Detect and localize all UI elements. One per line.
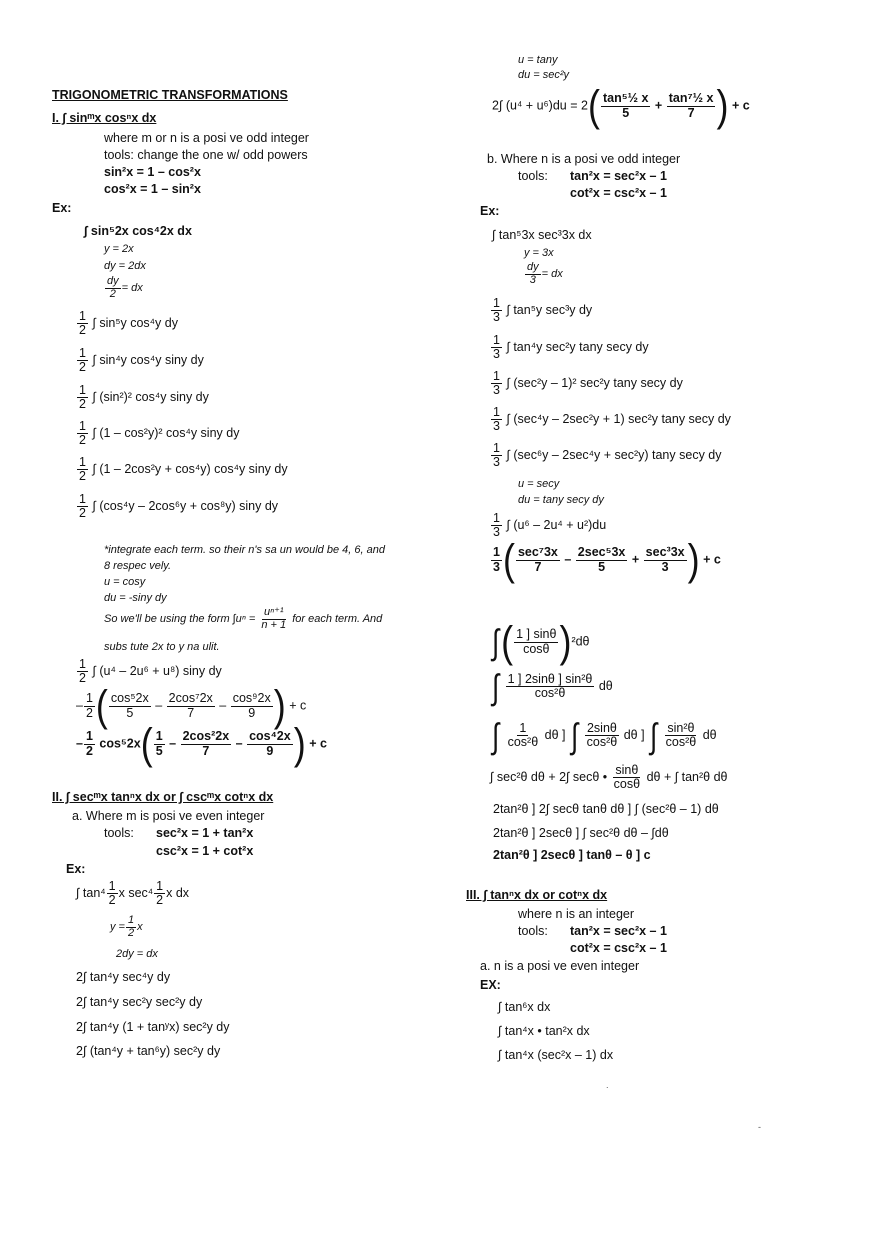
paren-open: (	[95, 680, 108, 730]
frac-den: 2	[85, 743, 93, 758]
frac-num: 1	[79, 657, 86, 671]
step-line	[490, 334, 649, 361]
frac-den: cos²θ	[507, 735, 539, 750]
section-3-heading: III. ∫ tanⁿx dx or cotⁿx dx	[466, 888, 608, 902]
substitution: dy = 2dx	[104, 260, 146, 272]
frac-num: 1	[493, 405, 500, 419]
example-step: ∫ tan⁴x (sec²x – 1) dx	[498, 1048, 614, 1062]
result-line	[492, 80, 750, 130]
step-expression: ∫ (sec²y – 1)² sec²y tany secy dy	[506, 375, 683, 390]
sub-rest: = dx	[121, 281, 143, 294]
case-b: b. Where n is a posi ve odd integer	[487, 152, 681, 166]
theta-step	[490, 616, 590, 666]
frac-num: 1	[79, 383, 86, 397]
frac-den: 2	[108, 893, 116, 908]
example-integral: ∫ sin⁵2x cos⁴2x dx	[84, 224, 192, 238]
tail: ²dθ	[571, 634, 590, 649]
section-1-heading: I. ∫ sinᵐx cosⁿx dx	[52, 111, 157, 125]
example-label: Ex:	[52, 201, 72, 215]
frac-num: 1	[519, 721, 527, 735]
frac-num: sec³3x	[645, 545, 685, 560]
step-expression: ∫ sec²θ dθ + 2∫ secθ •	[490, 769, 608, 784]
frac-num: 1	[493, 545, 500, 560]
paren-close: )	[687, 534, 700, 584]
step-line: 2∫ tan⁴y (1 + tanʸx) sec²y dy	[76, 1020, 230, 1034]
tail: dθ ]	[544, 727, 566, 742]
frac-num: 1	[493, 369, 500, 383]
plus-sign: +	[631, 552, 640, 567]
frac-den: 5	[126, 705, 134, 720]
frac-num: sinθ	[615, 763, 639, 777]
frac-den: 2	[79, 506, 86, 521]
result-left: 2∫ (u⁴ + u⁶)du = 2	[492, 98, 588, 113]
tool-identity: sec²x = 1 + tan²x	[156, 826, 254, 840]
step-line	[490, 297, 592, 324]
paren-close: )	[716, 80, 729, 130]
section-2-heading: II. ∫ secᵐx tanⁿx dx or ∫ cscᵐx cotⁿx dx	[52, 790, 274, 804]
theta-answer: 2tan²θ ] 2secθ ] tanθ – θ ] c	[493, 848, 651, 862]
frac-num: 1	[155, 729, 163, 744]
step-line	[490, 370, 683, 397]
frac-num: dy	[527, 261, 539, 273]
final-answer	[76, 718, 327, 768]
step-line	[76, 420, 239, 447]
section-3-desc: where n is an integer	[518, 907, 635, 921]
frac-den: 2	[85, 705, 93, 720]
paren-open: (	[140, 718, 153, 768]
theta-step	[490, 715, 717, 756]
example-label: EX:	[480, 978, 501, 992]
frac-num: cos⁹2x	[232, 691, 271, 706]
example-integral	[76, 880, 189, 907]
frac-num: 1	[79, 346, 86, 360]
step-expression: ∫ sin⁴y cos⁴y siny dy	[92, 352, 204, 367]
paren-close: )	[273, 680, 286, 730]
step-line	[76, 493, 278, 520]
frac-den: 3	[493, 419, 500, 434]
frac-num: uⁿ⁺¹	[263, 606, 284, 618]
minus-sign: –	[235, 736, 243, 751]
tools-label: tools:	[104, 826, 134, 840]
tail: dθ	[598, 678, 613, 693]
frac-den: 9	[248, 705, 256, 720]
step-line	[76, 456, 288, 483]
tool-identity: cot²x = csc²x – 1	[570, 941, 667, 955]
paren-close: )	[559, 616, 572, 666]
frac-num: sin²θ	[667, 721, 695, 735]
frac-num: 1	[85, 691, 93, 706]
integral-sign: ∫	[571, 715, 579, 756]
paren-open: (	[501, 616, 514, 666]
constant: + c	[309, 736, 327, 751]
minus-sign: –	[76, 736, 83, 751]
plus-sign: +	[654, 98, 663, 113]
paren-open: (	[587, 80, 600, 130]
section-1-desc: where m or n is a posi ve odd integer	[104, 131, 309, 145]
frac-den: 2	[79, 433, 86, 448]
frac-den: cos²θ	[534, 686, 566, 701]
integral-sign: ∫	[492, 621, 500, 663]
tail: dθ ]	[623, 727, 645, 742]
int-part: ∫ tan⁴	[76, 885, 106, 900]
note-text: So we'll be using the form ∫uⁿ =	[104, 612, 256, 625]
substitution	[524, 262, 563, 286]
frac-den: 5	[598, 559, 606, 574]
tool-identity: csc²x = 1 + cot²x	[156, 844, 254, 858]
frac-den: 2	[79, 360, 86, 375]
paren-open: (	[502, 534, 515, 584]
frac-num: 1 ] sinθ	[516, 627, 557, 642]
step-line	[490, 406, 731, 433]
constant: + c	[731, 98, 750, 113]
frac-den: cosθ	[613, 777, 641, 792]
stray-mark: .	[606, 1080, 609, 1090]
frac-den: 3	[493, 455, 500, 470]
substitution: y = 2x	[104, 243, 134, 255]
theta-step: 2tan²θ ] 2∫ secθ tanθ dθ ] ∫ (sec²θ – 1) dθ	[493, 802, 719, 816]
frac-num: 1	[127, 914, 135, 926]
integral-sign: ∫	[492, 715, 500, 756]
frac-num: 2sinθ	[586, 721, 617, 735]
frac-num: 1	[79, 492, 86, 506]
step-line: 2∫ tan⁴y sec⁴y dy	[76, 970, 171, 984]
substitution	[110, 915, 143, 939]
frac-den: 3	[529, 273, 536, 286]
tool-identity: tan²x = sec²x – 1	[570, 169, 667, 183]
int-part: x dx	[166, 885, 190, 900]
tool-identity: sin²x = 1 – cos²x	[104, 165, 201, 179]
frac-num: 1	[79, 419, 86, 433]
frac-num: 1 ] 2sinθ ] sin²θ	[507, 672, 593, 686]
frac-den: 7	[687, 105, 695, 120]
frac-den: 3	[493, 525, 500, 540]
frac-den: 9	[266, 743, 274, 758]
section-1-tools: tools: change the one w/ odd powers	[104, 148, 308, 162]
frac-num: sec⁷3x	[517, 545, 558, 560]
frac-num: 1	[493, 296, 500, 310]
note-line: du = -siny dy	[104, 592, 167, 604]
frac-num: cos⁵2x	[110, 691, 149, 706]
minus-sign: –	[155, 698, 163, 713]
note-line: subs tute 2x to y na ulit.	[104, 641, 220, 653]
frac-den: 2	[79, 397, 86, 412]
frac-den: cos²θ	[586, 735, 618, 750]
frac-den: cos²θ	[665, 735, 697, 750]
frac-den: 2	[156, 893, 164, 908]
step-expression: ∫ (sec⁴y – 2sec²y + 1) sec²y tany secy dy	[506, 411, 731, 426]
case-a: a. Where m is posi ve even integer	[72, 809, 265, 823]
frac-num: 1	[493, 333, 500, 347]
frac-den: 3	[493, 559, 500, 574]
note-text: for each term. And	[292, 612, 383, 625]
substitution: du = tany secy dy	[518, 494, 604, 506]
example-step: ∫ tan⁴x • tan²x dx	[498, 1024, 590, 1038]
frac-den: 5	[622, 105, 630, 120]
frac-num: cos⁴2x	[249, 729, 291, 744]
integral-sign: ∫	[650, 715, 658, 756]
frac-den: 3	[493, 347, 500, 362]
frac-den: 7	[187, 705, 195, 720]
note-line: u = cosy	[104, 576, 146, 588]
case-a: a. n is a posi ve even integer	[480, 959, 640, 973]
frac-num: 1	[79, 309, 86, 323]
step-expression: ∫ (u⁴ – 2u⁶ + u⁸) siny dy	[92, 663, 222, 678]
frac-num: 1	[79, 455, 86, 469]
note-line: 8 respec vely.	[104, 560, 172, 572]
step-expression: ∫ sin⁵y cos⁴y dy	[92, 315, 178, 330]
constant: + c	[289, 698, 307, 713]
tail: dθ	[702, 727, 717, 742]
step-line	[76, 347, 204, 374]
tool-identity: cos²x = 1 – sin²x	[104, 182, 201, 196]
step-expression: ∫ (sin²)² cos⁴y siny dy	[92, 389, 209, 404]
frac-num: 1	[108, 879, 116, 893]
example-label: Ex:	[480, 204, 500, 218]
frac-num: 1	[85, 729, 93, 744]
substitution: u = secy	[518, 478, 560, 490]
frac-den: 7	[202, 743, 210, 758]
step-expression: ∫ (1 – cos²y)² cos⁴y siny dy	[92, 425, 240, 440]
frac-num: 2sec⁵3x	[577, 545, 626, 560]
frac-num: 1	[493, 511, 500, 525]
frac-num: 1	[493, 441, 500, 455]
theta-step	[490, 666, 613, 707]
example-step: ∫ tan⁶x dx	[498, 1000, 551, 1014]
substitution	[104, 276, 143, 300]
step-expression: ∫ tan⁴y sec²y tany secy dy	[506, 339, 649, 354]
step-expression: dθ + ∫ tan²θ dθ	[646, 769, 728, 784]
paren-close: )	[293, 718, 306, 768]
step-expression: ∫ (cos⁴y – 2cos⁶y + cos⁸y) siny dy	[92, 498, 279, 513]
frac-den: 3	[493, 383, 500, 398]
tool-identity: cot²x = csc²x – 1	[570, 186, 667, 200]
substitution: 2dy = dx	[116, 948, 158, 960]
theta-step	[490, 764, 727, 791]
page-title: TRIGONOMETRIC TRANSFORMATIONS	[52, 88, 288, 102]
frac-den: 7	[534, 559, 542, 574]
note-line: *integrate each term. so their n's sa un would be 4, 6, and	[104, 544, 385, 556]
substitution: du = sec²y	[518, 69, 570, 81]
sub-text: y =	[110, 920, 125, 933]
tools-label: tools:	[518, 169, 548, 183]
frac-den: 2	[79, 323, 86, 338]
factor: cos⁵2x	[99, 736, 141, 751]
step-line: 2∫ tan⁴y sec²y sec²y dy	[76, 995, 203, 1009]
constant: + c	[703, 552, 721, 567]
frac-num: dy	[107, 275, 119, 287]
frac-num: tan⁵½ x	[602, 91, 649, 106]
step-line: 2∫ (tan⁴y + tan⁶y) sec²y dy	[76, 1044, 221, 1058]
minus-sign: –	[219, 698, 227, 713]
stray-mark: -	[758, 1122, 761, 1132]
sub-rest: = dx	[541, 267, 563, 280]
note-line	[104, 607, 382, 631]
minus-sign: –	[564, 552, 572, 567]
step-expression: ∫ tan⁵y sec³y dy	[506, 302, 593, 317]
frac-num: 2cos²2x	[182, 729, 230, 744]
theta-step: 2tan²θ ] 2secθ ] ∫ sec²θ dθ – ∫dθ	[493, 826, 669, 840]
frac-den: cosθ	[523, 641, 550, 656]
integral-sign: ∫	[492, 666, 500, 707]
tool-identity: tan²x = sec²x – 1	[570, 924, 667, 938]
frac-den: 2	[79, 671, 86, 686]
step-line	[76, 310, 178, 337]
frac-den: 2	[79, 469, 86, 484]
int-part: x sec⁴	[118, 885, 154, 900]
substitution: u = tany	[518, 54, 558, 66]
sub-text: x	[137, 920, 143, 933]
frac-den: 5	[155, 743, 163, 758]
step-line	[76, 680, 307, 730]
example-label: Ex:	[66, 862, 86, 876]
frac-num: 2cos⁷2x	[168, 691, 213, 706]
frac-num: 1	[156, 879, 164, 893]
frac-den: 2	[109, 287, 116, 300]
frac-den: 2	[127, 926, 135, 939]
step-expression: ∫ (1 – 2cos²y + cos⁴y) cos⁴y siny dy	[92, 461, 288, 476]
frac-den: 3	[493, 310, 500, 325]
step-expression: ∫ (sec⁶y – 2sec⁴y + sec²y) tany secy dy	[506, 447, 722, 462]
step-line	[490, 442, 722, 469]
tools-label: tools:	[518, 924, 548, 938]
minus-sign: –	[169, 736, 177, 751]
frac-num: tan⁷½ x	[668, 91, 714, 106]
example-integral: ∫ tan⁵3x sec³3x dx	[492, 228, 592, 242]
step-line	[76, 384, 209, 411]
substitution: y = 3x	[524, 247, 554, 259]
step-expression: ∫ (u⁶ – 2u⁴ + u²)du	[506, 517, 607, 532]
frac-den: 3	[661, 559, 669, 574]
final-answer	[490, 534, 721, 584]
frac-den: n + 1	[261, 618, 287, 631]
minus-sign: –	[76, 698, 83, 713]
